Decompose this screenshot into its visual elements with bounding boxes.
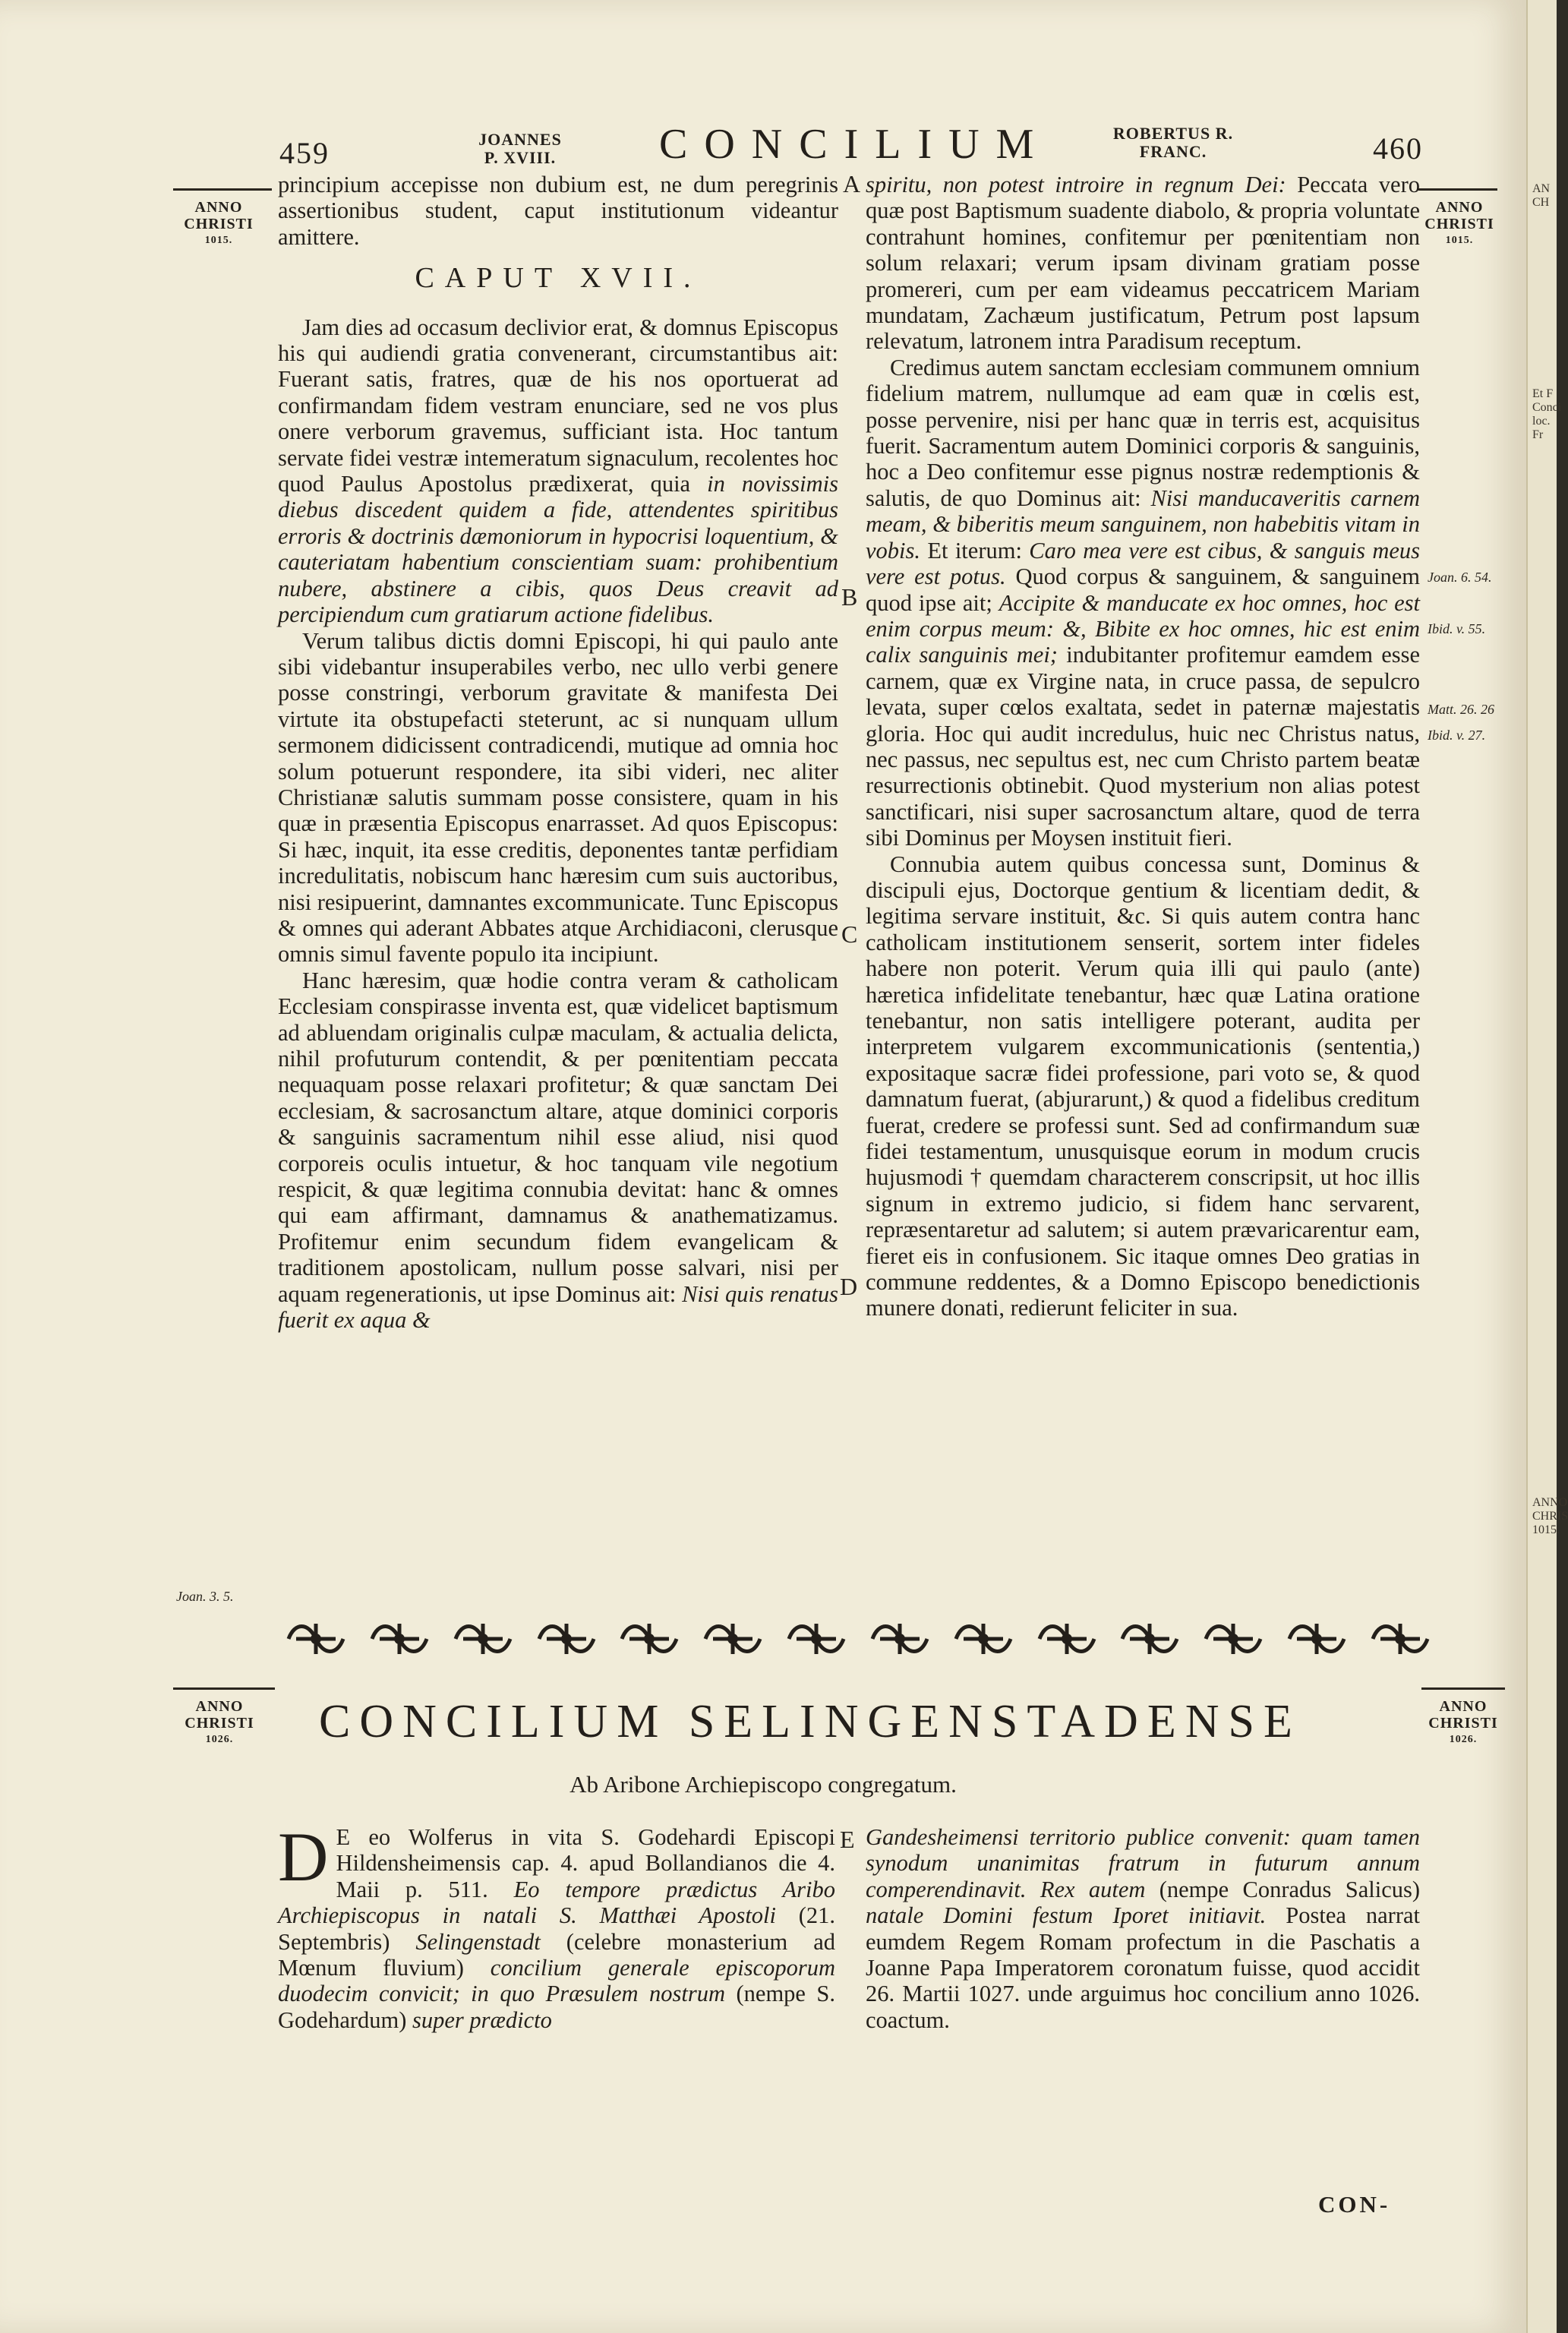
anno-christi-top-left <box>169 199 269 249</box>
council-right-column <box>866 1824 1420 2033</box>
right-p2-quote-1: Nisi manducaveritis carnem meam, & biberitis meum sanguinem, non habebitis vitam in vobis. <box>866 485 1421 564</box>
fleuron-ornament-icon <box>1365 1618 1435 1660</box>
council-left-b: (21. Septembris) <box>278 1902 835 1955</box>
anno-label: ANNO CHRISTI <box>1424 199 1494 232</box>
left-p3-text: Hanc hæresim, quæ hodie contra veram & catholicam Ecclesiam conspirasse inventa est, quæ videlicet baptismum ad abluendam originalis culpæ maculam, & actualia delicta, nihil profuturum contendit, & per pœnitentiam peccata nequaquam posse relaxari profitetur; & quæ sanctam Dei ecclesiam, & sacrosanctum altare, atque dominici corporis & sanguinis sacramentum nihil esse aliud, nisi quod corporeis oculis intuetur, & hoc tanquam vile negotium respicit, & quæ legitima connubia devitat: hanc & omnes qui eam affirmant, damnamus & anathematizamus. Profitemur enim secundum fidem evangelicam & traditionem apostolicam, nullum posse salvari, nisi per aquam regenerationis, ut ipse Dominus ait: <box>278 967 838 1307</box>
fleuron-ornament-icon <box>865 1618 935 1660</box>
council-right-i1: Gandesheimensi territorio publice convenit: quam tamen synodum unanimitas fratrum in futurum annum comperendinavit. <box>866 1824 1420 1902</box>
fleuron-ornament-icon <box>448 1618 518 1660</box>
right-paragraph-3: Connubia autem quibus concessa sunt, Dominus & discipuli ejus, Doctorque gentium & licentiam dedit, & legitima servare instituit, &c. Si quis autem contra hanc catholicam institutionem senserit, sortem inter fideles habere non poterit. Verum quia illi qui paulo (ante) hæretica infidelitate tenebantur, hæc quæ Latina oratione tenebantur, non satis intelligere poterant, audita per interpretem vulgarem excommunicationis (sententia,) expositaque sacræ fidei professione, pari voto se, & quod damnatum fuerat, (abjurarunt,) & quod a fidelibus creditum fuerat, credere se professi sunt. Sed ad confirmandum suæ fidei testamentum, unusquisque eorum in modum crucis hujusmodi † quemdam characterem conscripsit, ut hoc illis signum in extremo judicio, si fidem hanc servarent, repræsentaretur ad salutem; si autem prævaricarentur eam, fieret eis in confusionem. Sic itaque omnes Deo gratias in commune reddentes, & a Domno Episcopo benedictionis munere donati, redierunt feliciter in sua. <box>866 851 1420 1321</box>
fleuron-ornament-icon <box>1032 1618 1102 1660</box>
running-head-king: ROBERTUS R. FRANC. <box>1112 124 1234 161</box>
rule-right-mid <box>1421 1687 1505 1690</box>
left-intro-paragraph: principium accepisse non dubium est, ne dum peregrinis assertionibus student, caput institutionum videantur amittere. <box>278 172 838 250</box>
drop-cap: D <box>278 1818 329 1896</box>
chapter-heading: CAPUT XVII. <box>415 262 702 295</box>
anno-christi-mid-left <box>169 1698 270 1748</box>
edge-note-lower: ANNO CHRIS 1015. <box>1532 1496 1568 1536</box>
fleuron-ornament-icon <box>1115 1618 1185 1660</box>
edge-note-top: AN CH <box>1532 182 1551 209</box>
page-number-left: 459 <box>279 136 330 170</box>
section-letter-a: A <box>843 170 861 197</box>
right-paragraph-1 <box>866 172 1420 355</box>
right-p2-text-c: Quod corpus & sanguinem, & sanguinem quod ipse ait; <box>866 564 1421 616</box>
council-left-paragraph <box>278 1818 836 2033</box>
right-p2-quote-2: Caro mea vere est cibus, & sanguis meus vere est potus. <box>866 537 1421 590</box>
right-p2-text: Credimus autem sanctam ecclesiam communem omnium fidelium matrem, nullumque ad eam quæ in cœlis est, posse pervenire, nisi per hanc quæ in terris est, acquisitus fuerit. Sacramentum autem Dominici corporis & sanguinis, hoc a Deo confitemur esse pignus nostræ redemptionis & salutis, de quo Dominus ait: <box>866 354 1420 511</box>
anno-year: 1026. <box>205 1734 234 1745</box>
council-left-i3: concilium generale episcoporum duodecim convicit; in quo Præsulem nostrum <box>278 1955 836 2007</box>
council-left-i2: Selingenstadt <box>415 1928 541 1955</box>
council-right-b: Postea narrat eumdem Regem Romam profectum in die Paschatis a Joanne Papa Imperatorem coronatum fuisse, quod accidit 26. Martii 1027. unde arguimus hoc concilium anno 1026. coactum. <box>866 1902 1421 2033</box>
council-subtitle: Ab Aribone Archiepiscopo congregatum. <box>569 1771 957 1798</box>
council-left-a: E eo Wolferus in vita S. Godehardi Episcopi Hildensheimensis cap. 4. apud Bollandianos die 4. Maii p. 511. <box>336 1824 835 1902</box>
fleuron-ornament-icon <box>1198 1618 1268 1660</box>
fleuron-ornament-icon <box>614 1618 684 1660</box>
margin-ref-joan3: Joan. 3. 5. <box>176 1589 234 1604</box>
left-p1-text: Jam dies ad occasum declivior erat, & domnus Episcopus his qui audiendi gratia convenerant, circumstantibus ait: Fuerant satis, fratres, quæ de his nos oportuerat ad confirmandam fidem vestram enunciare, sed ne vos plus onere verborum gravemus, sufficiant ista. Hoc tantum servate fidei vestræ intemeratum signaculum, recolentes hoc quod Paulus Apostolus prædixerat, quia <box>278 314 838 497</box>
edge-note-middle: Et F Conci loc. Fr <box>1532 387 1562 441</box>
right-p1-text: Peccata vero quæ post Baptismum suadente diabolo, & propria voluntate contrahunt homines, confitemur per pœnitentiam non solum relaxari; verum ipsam divinam gratiam posse promereri, cum per eam videamus peccatricem Mariam mundatam, Zachæum justificatum, Petrum post lapsum relevatum, latronem intra Paradisum receptum. <box>866 172 1420 355</box>
section-letter-c: C <box>841 920 858 948</box>
page-number-right: 460 <box>1373 131 1423 166</box>
council-left-i1: Eo tempore prædictus Aribo Archiepiscopus in natali S. Matthæi Apostoli <box>278 1876 835 1929</box>
fleuron-ornament-icon <box>364 1618 434 1660</box>
council-left-column <box>278 1818 836 2033</box>
left-paragraph-3 <box>278 968 838 1334</box>
anno-label: ANNO CHRISTI <box>184 199 254 232</box>
council-title: CONCILIUM SELINGENSTADENSE <box>319 1696 1301 1747</box>
right-p2-text-b: Et iterum: <box>927 537 1022 564</box>
right-p1-quote: spiritu, non potest introire in regnum Dei: <box>866 172 1286 197</box>
council-right-i3: natale Domini festum Iporet initiavit. <box>866 1902 1267 1929</box>
left-p1-quote: in novissimis diebus discedent quidem a fide, attendentes spiritibus erroris & doctrinis dæmoniorum in hypocrisi loquentium, & cauteriatam habentium conscientiam suam: prohibentium nubere, abstinere a cibis, quos Deus creavit ad percipiendum cum gratiarum actione fidelibus. <box>278 471 838 628</box>
ornament-band <box>281 1618 1435 1663</box>
anno-christi-top-right <box>1420 199 1499 249</box>
margin-ref-matt26: Matt. 26. 26 <box>1428 702 1494 717</box>
left-p3-quote: Nisi quis renatus fuerit ex aqua & <box>278 1280 839 1334</box>
running-head-pope: JOANNES P. XVIII. <box>478 130 562 167</box>
right-p2-text-d: indubitanter profitemur eamdem esse carnem, quæ ex Virgine nata, in cruce passa, de sepulcro levata, super cœlos exaltata, sedet in paternæ majestatis gloria. Hoc qui audit incredulus, huic nec Christus natus, nec passus, nec sepultus est, nec cum Christo partem beatæ resurrectionis obtinebit. Quod mysterium non alias potest sanctificari, nisi super sacrosanctum altare, quod de terra sibi Dominus per Moysen instituit fieri. <box>866 642 1421 851</box>
section-letter-d: D <box>840 1273 858 1300</box>
left-paragraph-1 <box>278 314 838 628</box>
anno-year: 1015. <box>1445 235 1474 246</box>
margin-ref-ibid55: Ibid. v. 55. <box>1428 621 1486 636</box>
fleuron-ornament-icon <box>698 1618 768 1660</box>
council-left-d: (nempe S. Godehardum) <box>278 1981 836 2033</box>
anno-christi-mid-right <box>1421 1698 1505 1748</box>
right-p2-quote-3: Accipite & manducate ex hoc omnes, hoc est enim corpus meum: &, Bibite ex hoc omnes, hic est enim calix sanguinis mei; <box>866 589 1420 668</box>
fleuron-ornament-icon <box>781 1618 851 1660</box>
rule-left-mid <box>173 1687 275 1690</box>
adjacent-page-edge <box>1526 0 1568 2333</box>
council-left-c: (celebre monasterium ad Mœnum fluvium) <box>278 1928 836 1981</box>
fleuron-ornament-icon <box>1282 1618 1352 1660</box>
section-letter-e: E <box>840 1826 855 1853</box>
right-column <box>866 172 1420 1321</box>
council-left-i4: super prædicto <box>412 2006 552 2033</box>
fleuron-ornament-icon <box>281 1618 351 1660</box>
rule-left-top <box>173 188 272 191</box>
anno-year: 1026. <box>1449 1734 1478 1745</box>
anno-label: ANNO CHRISTI <box>1428 1698 1498 1732</box>
anno-year: 1015. <box>204 235 233 246</box>
fleuron-ornament-icon <box>948 1618 1018 1660</box>
council-right-a: (nempe Conradus Salicus) <box>1159 1876 1421 1902</box>
fleuron-ornament-icon <box>532 1618 601 1660</box>
left-paragraph-2: Verum talibus dictis domni Episcopi, hi qui paulo ante sibi videbantur insuperabiles verbo, nec ullo verbi genere posse constringi, verborum gravitate & manifesta Dei virtute ita obstupefacti steterunt, ac si nunquam ullum sermonem didicissent contradicendi, mutique ad omnia hoc solum potuerunt respondere, ita sibi videri, nec aliter Christianæ salutis summam posse consistere, quam in his quæ in præsentia Episcopus enarrasset. Ad quos Episcopus: Si hæc, inquit, ita esse creditis, deponentes tantæ perfidiam incredulitatis, nobiscum hanc hæresim cum suis auctoribus, nisi resipuerint, damnantes excommunicate. Tunc Episcopus & omnes qui aderant Abbates atque Archidiaconi, clerusque omnis simul favente populo ita incipiunt. <box>278 627 838 968</box>
anno-label: ANNO CHRISTI <box>185 1698 254 1732</box>
right-paragraph-2 <box>866 355 1420 851</box>
section-letter-b: B <box>841 583 858 611</box>
council-right-i2: Rex autem <box>1040 1876 1146 1902</box>
margin-ref-ibid27: Ibid. v. 27. <box>1428 728 1486 743</box>
rule-right-top <box>1418 188 1497 191</box>
council-right-paragraph <box>866 1824 1420 2033</box>
margin-ref-joan6: Joan. 6. 54. <box>1428 570 1492 585</box>
catchword: CON- <box>1318 2191 1391 2218</box>
running-head-title: CONCILIUM <box>659 121 1051 168</box>
left-column <box>278 172 838 1333</box>
